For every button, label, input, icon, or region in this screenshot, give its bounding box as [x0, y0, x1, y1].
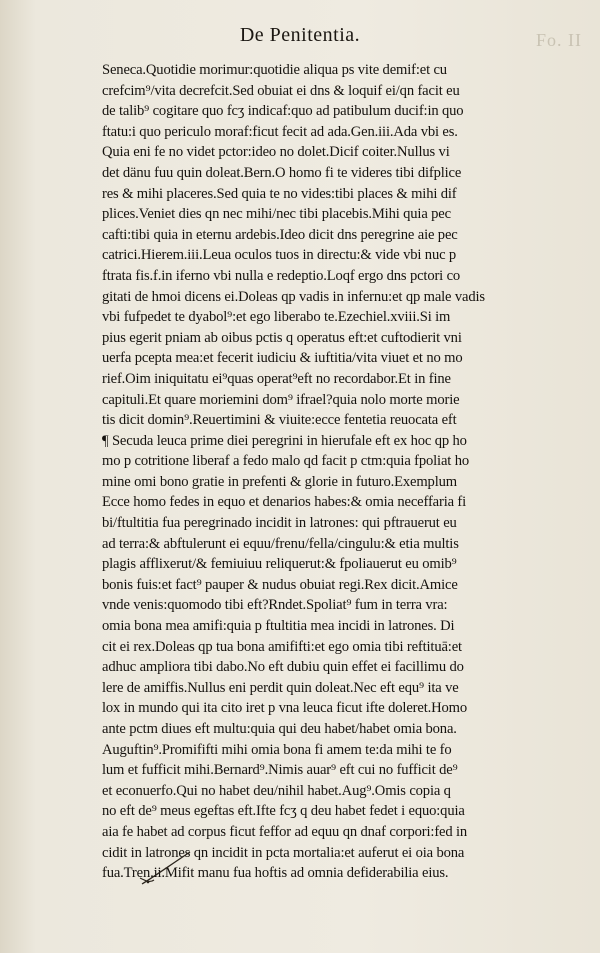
- text-line: Seneca.Quotidie morimur:quotidie aliqua ps vite demif:et cu: [102, 62, 447, 78]
- text-line: det dänu fuu quin doleat.Bern.O homo fi te videres tibi difplice: [102, 164, 462, 181]
- text-line: ftatu:i quo periculo moraf:ficut fecit ad ada.Gen.iii.Ada vbi es.: [102, 123, 458, 140]
- text-line: cafti:tibi quia in eternu ardebis.Ideo dicit dns peregrine aie pec: [102, 226, 458, 243]
- text-line: ftrata fis.f.in iferno vbi nulla e redeptio.Loqf ergo dns pctori co: [102, 267, 461, 284]
- text-line: et econuerfo.Qui no habet deu/nihil habet.Aug⁹.Omis copia q: [102, 782, 451, 799]
- text-line: fua.Tren.ii.Mifit manu fua hoftis ad omnia defiderabilia eius.: [102, 865, 449, 882]
- text-line: mine omi bono gratie in prefenti & glorie in futuro.Exemplum: [102, 473, 457, 490]
- text-line: catrici.Hierem.iii.Leua oculos tuos in directu:& vide vbi nuc p: [102, 247, 457, 264]
- text-line: ¶ Secuda leuca prime diei peregrini in hierufale eft ex hoc qp ho: [102, 432, 467, 449]
- text-line: vbi fufpedet te dyabol⁹:et ego liberabo te.Ezechiel.xviii.Si im: [102, 309, 451, 326]
- bleed-through-text: Fo. II: [536, 30, 582, 50]
- text-line: omia bona mea amifi:quia p ftultitia mea incidi in latrones. Di: [102, 618, 455, 635]
- text-line: plices.Veniet dies qn nec mihi/nec tibi placebis.Mihi quia pec: [102, 206, 451, 223]
- text-line: cit ei rex.Doleas qp tua bona amififti:et ego omia tibi reftituā:et: [102, 638, 462, 655]
- text-line: uerfa pcepta mea:et fecerit iudiciu & iuftitia/vita viuet et no mo: [102, 350, 463, 367]
- text-line: ad terra:& abftulerunt ei equu/frenu/fella/cingulu:& etia multis: [102, 535, 459, 552]
- text-line: res & mihi placeres.Sed quia te no vides:tibi places & mihi dif: [102, 185, 457, 202]
- text-line: gitati de hmoi dicens ei.Doleas qp vadis in infernu:et qp male vadis: [102, 288, 485, 305]
- text-line: no eft de⁹ meus egeftas eft.Ifte fcʒ q deu habet fedet i equo:quia: [102, 803, 465, 820]
- text-line: lum et fufficit mihi.Bernard⁹.Nimis auar⁹ eft cui no fufficit de⁹: [102, 762, 458, 779]
- text-line: vnde venis:quomodo tibi eft?Rndet.Spoliat⁹ fum in terra vra:: [102, 597, 448, 614]
- text-line: pius egerit pniam ab oibus pctis q operatus eft:et cuftodierit vni: [102, 329, 462, 346]
- text-line: adhuc ampliora tibi dabo.No eft dubiu quin effet ei facillimu do: [102, 659, 464, 676]
- text-line: ante pctm diues eft multu:quia qui deu habet/habet omia bona.: [102, 721, 457, 737]
- text-block: [102, 60, 580, 884]
- text-line: de talib⁹ cogitare quo fcʒ indicaf:quo ad patibulum ducif:in quo: [102, 103, 464, 120]
- text-line: bonis fuis:et fact⁹ pauper & nudus obuiat regi.Rex dicit.Amice: [102, 576, 458, 593]
- text-line: tis dicit domin⁹.Reuertimini & viuite:ecce fentetia reuocata eft: [102, 412, 457, 429]
- text-line: bi/ftultitia fua peregrinado incidit in latrones: qui pftrauerut eu: [102, 515, 457, 532]
- text-line: mo p cotritione liberaf a fedo malo qd facit p ctm:quia fpoliat ho: [102, 453, 469, 470]
- text-line: aia fe habet ad corpus ficut feffor ad equu qn dnaf corpori:fed in: [102, 823, 468, 840]
- text-line: lox in mundo qui ita cito iret p vna leuca ficut ifte doleret.Homo: [102, 700, 467, 717]
- running-header: De Penitentia.: [239, 24, 361, 46]
- pen-flourish-mark: [138, 848, 198, 888]
- text-line: capituli.Et quare moriemini dom⁹ ifrael?quia nolo morte morie: [102, 391, 460, 408]
- text-line: Quia eni fe no videt pctor:ideo no dolet.Dicif coiter.Nullus vi: [102, 144, 450, 161]
- text-line: crefcim⁹/vita decrefcit.Sed obuiat ei dns & loquif ei/qn facit eu: [102, 82, 460, 99]
- text-line: plagis afflixerut/& femiuiuu reliquerut:& fpoliauerut eu omib⁹: [102, 556, 457, 573]
- text-line: Ecce homo fedes in equo et denarios habes:& omia neceffaria fi: [102, 494, 467, 511]
- text-line: lere de amiffis.Nullus eni perdit quin doleat.Nec eft equ⁹ ita ve: [102, 679, 459, 696]
- text-line: Auguftin⁹.Promififti mihi omia bona fi amem te:da mihi te fo: [102, 741, 452, 758]
- text-line: cidit in latrones qn incidit in pcta mortalia:et auferut ei oia bona: [102, 844, 465, 861]
- text-line: rief.Oim iniquitatu ei⁹quas operat⁹eft no recordabor.Et in fine: [102, 370, 451, 387]
